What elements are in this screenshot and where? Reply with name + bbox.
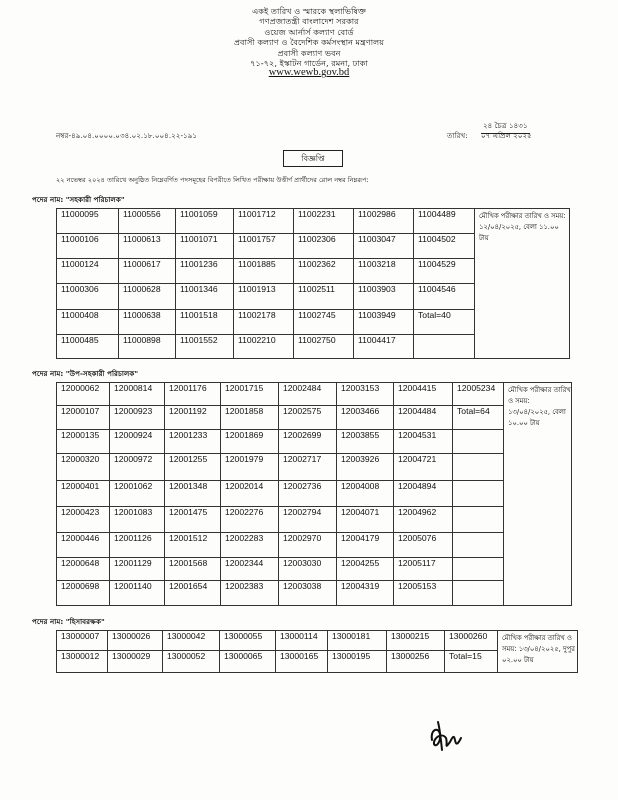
building-name: প্রবাসী কল্যাণ ভবন	[277, 47, 341, 58]
table-row	[57, 558, 572, 581]
roll-number: 12002484	[279, 383, 337, 406]
roll-table-accountant	[56, 630, 578, 673]
roll-number: 13000114	[276, 631, 328, 651]
roll-number: 12002717	[279, 454, 337, 481]
post-label: পদের নাম:	[32, 617, 64, 626]
roll-number	[453, 454, 504, 481]
roll-number: 12000924	[110, 430, 165, 454]
roll-number	[453, 558, 504, 581]
roll-number: 12001255	[165, 454, 221, 481]
roll-number: 13000029	[108, 651, 163, 673]
roll-number: 12002794	[279, 507, 337, 533]
table-row	[57, 631, 578, 651]
roll-number: 12001654	[165, 581, 221, 606]
roll-number: 11003949	[354, 310, 414, 335]
roll-number: 11000628	[119, 284, 176, 310]
roll-number: 11004502	[414, 234, 475, 259]
roll-number: 11003903	[354, 284, 414, 310]
roll-number: 12001348	[165, 481, 221, 507]
roll-number: 12001568	[165, 558, 221, 581]
roll-number: 12005234	[453, 383, 504, 406]
roll-number: 12000923	[110, 406, 165, 430]
roll-number: 12001176	[165, 383, 221, 406]
roll-number	[414, 335, 475, 359]
roll-number: 11000306	[57, 284, 119, 310]
roll-number: 12001140	[110, 581, 165, 606]
date-label: তারিখ:	[447, 131, 468, 140]
roll-number: 11001712	[234, 209, 294, 234]
roll-number: 11001552	[176, 335, 234, 359]
roll-number: 11000408	[57, 310, 119, 335]
roll-number: 12003855	[337, 430, 394, 454]
total-count: Total=15	[445, 651, 498, 673]
roll-number: 12004962	[394, 507, 453, 533]
roll-number: 12000648	[57, 558, 110, 581]
roll-number: 12001979	[221, 454, 279, 481]
roll-number: 11002745	[294, 310, 354, 335]
memo-number: নম্বর-৪৯.০৪.০০০০.০৩৪.০২.১৮.০০৪.২২-১৯১	[56, 131, 198, 140]
roll-number: 12002575	[279, 406, 337, 430]
roll-number: 12002344	[221, 558, 279, 581]
table-row	[57, 507, 572, 533]
roll-number: 12002014	[221, 481, 279, 507]
roll-number: 12000814	[110, 383, 165, 406]
roll-number: 12000446	[57, 533, 110, 558]
roll-number: 12004721	[394, 454, 453, 481]
viva-schedule-note: মৌখিক পরীক্ষার তারিখ ও সময়: ১২/০৪/২০২৫, বেলা ১১.০০ টায়	[475, 209, 570, 359]
post-label: পদের নাম:	[32, 369, 64, 378]
roll-number	[453, 481, 504, 507]
roll-number: 11003218	[354, 259, 414, 284]
roll-number: 12000423	[57, 507, 110, 533]
table-row	[57, 454, 572, 481]
roll-number: 12003038	[279, 581, 337, 606]
roll-number: 12004894	[394, 481, 453, 507]
roll-number: 12004071	[337, 507, 394, 533]
roll-number: 11002231	[294, 209, 354, 234]
roll-number: 12005076	[394, 533, 453, 558]
roll-number: 12002970	[279, 533, 337, 558]
ministry-name: প্রবাসী কল্যাণ ও বৈদেশিক কর্মসংস্থান মন্ত্রণালয়	[233, 37, 385, 48]
roll-number: 12003926	[337, 454, 394, 481]
roll-number: 12000698	[57, 581, 110, 606]
roll-number: 13000165	[276, 651, 328, 673]
roll-number	[453, 581, 504, 606]
roll-number: 12004008	[337, 481, 394, 507]
roll-number: 13000181	[328, 631, 387, 651]
website-link[interactable]: www.wewb.gov.bd	[268, 67, 350, 79]
post-heading-3	[32, 617, 105, 629]
roll-number: 13000260	[445, 631, 498, 651]
address: ৭১-৭২, ইস্কাটন গার্ডেন, রমনা, ঢাকা	[250, 58, 368, 69]
roll-table-deputy-assistant-director	[56, 382, 572, 606]
roll-number: 12001512	[165, 533, 221, 558]
roll-number: 11004529	[414, 259, 475, 284]
roll-number: 11004417	[354, 335, 414, 359]
roll-number: 11003047	[354, 234, 414, 259]
table-row	[57, 481, 572, 507]
date-english: ০৭ এপ্রিল ২০২৫	[481, 131, 532, 140]
roll-number: 12002383	[221, 581, 279, 606]
roll-number: 12001129	[110, 558, 165, 581]
roll-number: 12001083	[110, 507, 165, 533]
date-bangla: ২৪ চৈত্র ১৪৩১	[481, 121, 530, 134]
roll-number: 11000556	[119, 209, 176, 234]
roll-number	[453, 430, 504, 454]
roll-number: 11000898	[119, 335, 176, 359]
post-name: "উপ-সহকারী পরিচালক"	[65, 369, 139, 378]
roll-number: 11001885	[234, 259, 294, 284]
roll-number: 11001346	[176, 284, 234, 310]
intro-text: ২২ নভেম্বর ২০২৪ তারিখে অনুষ্ঠিত নিম্নেবর্ণিত পদসমূহের বিপরীতে লিখিত পরীক্ষায় উত্তীর্ণ প্রার্থীদের রোল নম্বর নিম্নরূপ:	[56, 176, 369, 184]
roll-number: 12005117	[394, 558, 453, 581]
roll-number: 11000095	[57, 209, 119, 234]
roll-number: 12002283	[221, 533, 279, 558]
roll-number: 12001126	[110, 533, 165, 558]
roll-number: 11001059	[176, 209, 234, 234]
roll-number: 12004531	[394, 430, 453, 454]
post-heading-2	[32, 369, 138, 381]
roll-number: 12002699	[279, 430, 337, 454]
roll-number: 13000052	[163, 651, 220, 673]
roll-number: 12002276	[221, 507, 279, 533]
letterhead	[0, 6, 618, 79]
roll-number: 12004255	[337, 558, 394, 581]
roll-number: 12004484	[394, 406, 453, 430]
roll-number: 12003153	[337, 383, 394, 406]
roll-number: 11001071	[176, 234, 234, 259]
roll-number: 12004319	[337, 581, 394, 606]
roll-number: 12000401	[57, 481, 110, 507]
roll-number: 12003030	[279, 558, 337, 581]
post-label: পদের নাম:	[32, 195, 64, 204]
board-name: ওয়েজ আর্নার্স কল্যাণ বোর্ড	[264, 26, 354, 37]
roll-number: 12000320	[57, 454, 110, 481]
post-name: "হিসাবরক্ষক"	[65, 617, 105, 626]
roll-number: 12001233	[165, 430, 221, 454]
table-row	[57, 209, 570, 234]
post-name: "সহকারী পরিচালক"	[65, 195, 125, 204]
notice-title: বিজ্ঞপ্তি	[283, 150, 343, 167]
table-row	[57, 430, 572, 454]
roll-number: 13000215	[387, 631, 445, 651]
viva-schedule-note: মৌখিক পরীক্ষার তারিখ ও সময়: ১৩/০৪/২০২৫, দুপুর ০২.০০ টায়	[498, 631, 578, 673]
table-row	[57, 581, 572, 606]
post-heading-1	[32, 195, 125, 207]
roll-number: 13000055	[220, 631, 276, 651]
roll-number: 12005153	[394, 581, 453, 606]
table-row	[57, 533, 572, 558]
roll-number: 12001192	[165, 406, 221, 430]
roll-number: 13000195	[328, 651, 387, 673]
roll-number: 12001858	[221, 406, 279, 430]
roll-number: 12003466	[337, 406, 394, 430]
roll-number: 12000062	[57, 383, 110, 406]
roll-number: 11004489	[414, 209, 475, 234]
roll-number: 11001757	[234, 234, 294, 259]
roll-number: 11001236	[176, 259, 234, 284]
roll-number: 12000972	[110, 454, 165, 481]
roll-number: 13000042	[163, 631, 220, 651]
viva-schedule-note: মৌখিক পরীক্ষার তারিখ ও সময়: ১৩/০৪/২০২৫, বেলা ১০.০০ টায়	[504, 383, 572, 606]
roll-number: 11002210	[234, 335, 294, 359]
roll-number: 11002306	[294, 234, 354, 259]
roll-number: 12001715	[221, 383, 279, 406]
roll-number: 11002511	[294, 284, 354, 310]
roll-number: 13000065	[220, 651, 276, 673]
roll-table-assistant-director	[56, 208, 570, 359]
roll-number	[453, 533, 504, 558]
roll-number: 11000106	[57, 234, 119, 259]
roll-number: 12001475	[165, 507, 221, 533]
total-count: Total=40	[414, 310, 475, 335]
roll-number: 11002178	[234, 310, 294, 335]
roll-number: 11001518	[176, 310, 234, 335]
table-row	[57, 406, 572, 430]
roll-number: 11002750	[294, 335, 354, 359]
replacement-note: একই তারিখ ও স্মারকে স্থলাভিষিক্ত	[252, 6, 366, 16]
roll-number: 13000256	[387, 651, 445, 673]
roll-number: 11002986	[354, 209, 414, 234]
roll-number: 11000124	[57, 259, 119, 284]
roll-number: 12001062	[110, 481, 165, 507]
signature	[428, 720, 468, 754]
roll-number: 12004415	[394, 383, 453, 406]
roll-number: 12001869	[221, 430, 279, 454]
roll-number: 12004179	[337, 533, 394, 558]
total-count: Total=64	[453, 406, 504, 430]
table-row	[57, 383, 572, 406]
roll-number: 12000135	[57, 430, 110, 454]
roll-number	[453, 507, 504, 533]
roll-number: 13000007	[57, 631, 108, 651]
roll-number: 11000638	[119, 310, 176, 335]
roll-number: 11001913	[234, 284, 294, 310]
roll-number: 12000107	[57, 406, 110, 430]
roll-number: 11000485	[57, 335, 119, 359]
roll-number: 11000617	[119, 259, 176, 284]
roll-number: 11000613	[119, 234, 176, 259]
roll-number: 11004546	[414, 284, 475, 310]
roll-number: 11002362	[294, 259, 354, 284]
roll-number: 13000012	[57, 651, 108, 673]
roll-number: 13000026	[108, 631, 163, 651]
roll-number: 12002736	[279, 481, 337, 507]
govt-name: গণপ্রজাতন্ত্রী বাংলাদেশ সরকার	[259, 16, 359, 27]
